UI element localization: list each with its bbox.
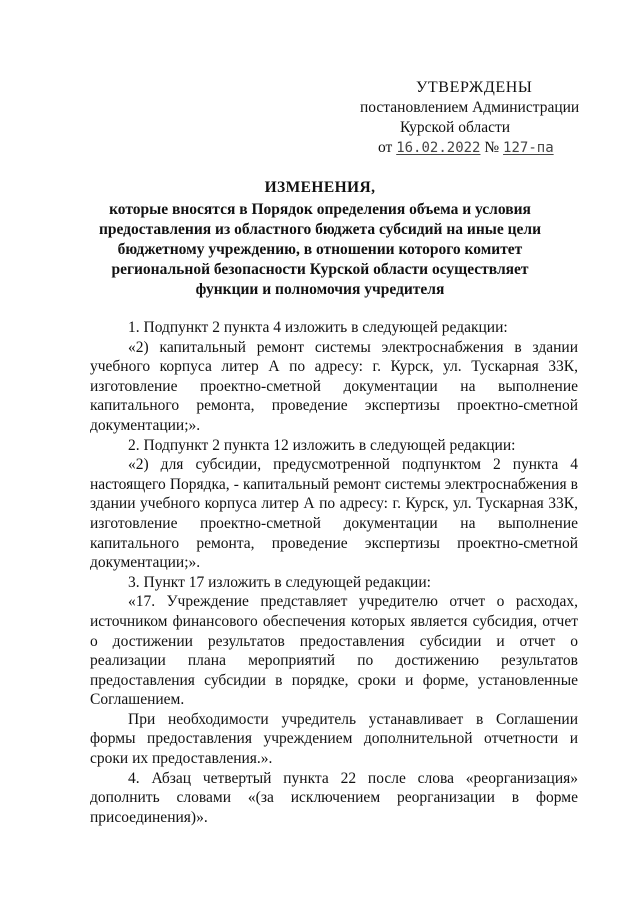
approval-region: Курской области: [400, 119, 511, 136]
document-heading: [90, 178, 550, 300]
heading-line: которые вносятся в Порядок определения объема и условия: [109, 201, 531, 218]
paragraph-item-1: 1. Подпункт 2 пункта 4 изложить в следующей редакции:: [128, 319, 508, 336]
paragraph-item-4: 4. Абзац четвертый пункта 22 после слова «реорганизация» дополнить словами «(за исключением реорганизации в форме присоединения)».: [90, 769, 578, 826]
paragraph-quote-3-continued: При необходимости учредитель устанавливает в Соглашении формы предоставления учреждением дополнительной отчетности и сроки их предоставления.».: [90, 710, 578, 768]
paragraph-item-3: 3. Пункт 17 изложить в следующей редакции:: [128, 573, 431, 591]
paragraph-quote-1: «2) капитальный ремонт системы электроснабжения в здании учебного корпуса литер А по адресу: г. Курск, ул. Тускарная 33К, изготовление проектно-сметной документации на выполнение капитального ремонта, проведение экспертизы проектно-сметной документации;».: [90, 338, 578, 434]
paragraph-quote-2: «2) для субсидии, предусмотренной подпунктом 2 пункта 4 настоящего Порядка, - капитальный ремонт системы электроснабжения в здании учебного корпуса литер А по адресу: г. Курск, ул. Тускарная 33К, изготовление проектно-сметной документации на выполнение капитального ремонта, проведение экспертизы проектно-сметной документации;».: [90, 456, 578, 572]
document-body: [90, 318, 578, 827]
approval-issuer: постановлением Администрации: [360, 99, 580, 116]
approval-number: 127-па: [503, 140, 554, 156]
approval-title: УТВЕРЖДЕНЫ: [416, 79, 533, 96]
heading-line: региональной безопасности Курской области осуществляет: [111, 261, 529, 278]
heading-line: бюджетному учреждению, в отношении которого комитет: [117, 241, 523, 258]
approval-date: 16.02.2022: [396, 140, 481, 156]
paragraph-item-2: 2. Подпункт 2 пункта 12 изложить в следующей редакции:: [128, 436, 516, 454]
heading-title: ИЗМЕНЕНИЯ,: [264, 179, 376, 196]
approval-date-row: [372, 138, 602, 158]
date-prefix: от: [378, 139, 393, 156]
heading-line: предоставления из областного бюджета субсидий на иные цели: [98, 221, 542, 238]
approval-stamp: [360, 78, 602, 158]
number-prefix: №: [484, 139, 500, 156]
paragraph-quote-3: «17. Учреждение представляет учредителю отчет о расходах, источником финансового обеспечения которых является субсидия, отчет о достижении результатов предоставления субсидии и отчет о реализации плана мероприятий по достижению результатов предоставления субсидии в порядке, сроки и форме, установленные Соглашением.: [90, 593, 578, 709]
heading-line: функции и полномочия учредителя: [195, 281, 445, 298]
